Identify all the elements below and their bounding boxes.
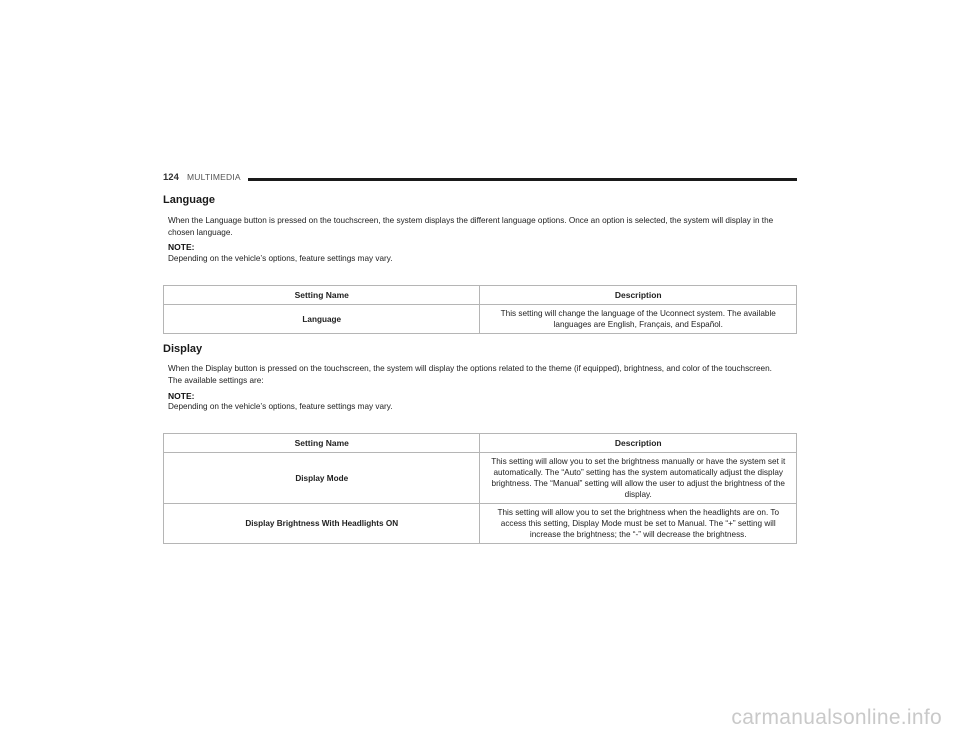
language-note-text: Depending on the vehicle’s options, feature settings may vary. <box>168 254 393 263</box>
column-header-description: Description <box>480 286 797 305</box>
page-header <box>163 170 797 186</box>
display-heading: Display <box>163 343 203 355</box>
language-note-label: NOTE: <box>168 242 195 252</box>
setting-description-cell: This setting will allow you to set the brightness manually or have the system set it automatically. The “Auto” setting has the system automatically adjust the display brightness. The “Manual” setting will allow the user to adjust the brightness of the display. <box>480 453 797 504</box>
language-heading: Language <box>163 194 215 206</box>
setting-name-cell: Display Mode <box>164 453 480 504</box>
display-settings-table <box>163 433 797 544</box>
column-header-setting-name: Setting Name <box>164 434 480 453</box>
watermark: carmanualsonline.info <box>731 706 942 729</box>
language-paragraph: When the Language button is pressed on the touchscreen, the system displays the different language options. Once an option is selected, the system will display in the chosen language. <box>168 216 774 237</box>
table-header-row <box>164 286 797 305</box>
table-row <box>164 305 797 334</box>
setting-name-cell: Language <box>164 305 480 334</box>
column-header-setting-name: Setting Name <box>164 286 480 305</box>
header-rule <box>248 178 797 181</box>
display-note-text: Depending on the vehicle’s options, feature settings may vary. <box>168 402 393 411</box>
table-header-row <box>164 434 797 453</box>
language-settings-table <box>163 285 797 334</box>
section-title: MULTIMEDIA <box>187 172 241 182</box>
table-row <box>164 504 797 544</box>
setting-description-cell: This setting will allow you to set the brightness when the headlights are on. To access this setting, Display Mode must be set to Manual. The “+” setting will increase the brightness; the “-” will decrease the brightness. <box>480 504 797 544</box>
display-note-label: NOTE: <box>168 391 195 401</box>
setting-description-cell: This setting will change the language of the Uconnect system. The available languages are English, Français, and Español. <box>480 305 797 334</box>
page-number: 124 <box>163 172 179 183</box>
column-header-description: Description <box>480 434 797 453</box>
setting-name-cell: Display Brightness With Headlights ON <box>164 504 480 544</box>
table-row <box>164 453 797 504</box>
display-paragraph: When the Display button is pressed on the touchscreen, the system will display the options related to the theme (if equipped), brightness, and color of the touchscreen. The available settings are: <box>168 364 772 385</box>
